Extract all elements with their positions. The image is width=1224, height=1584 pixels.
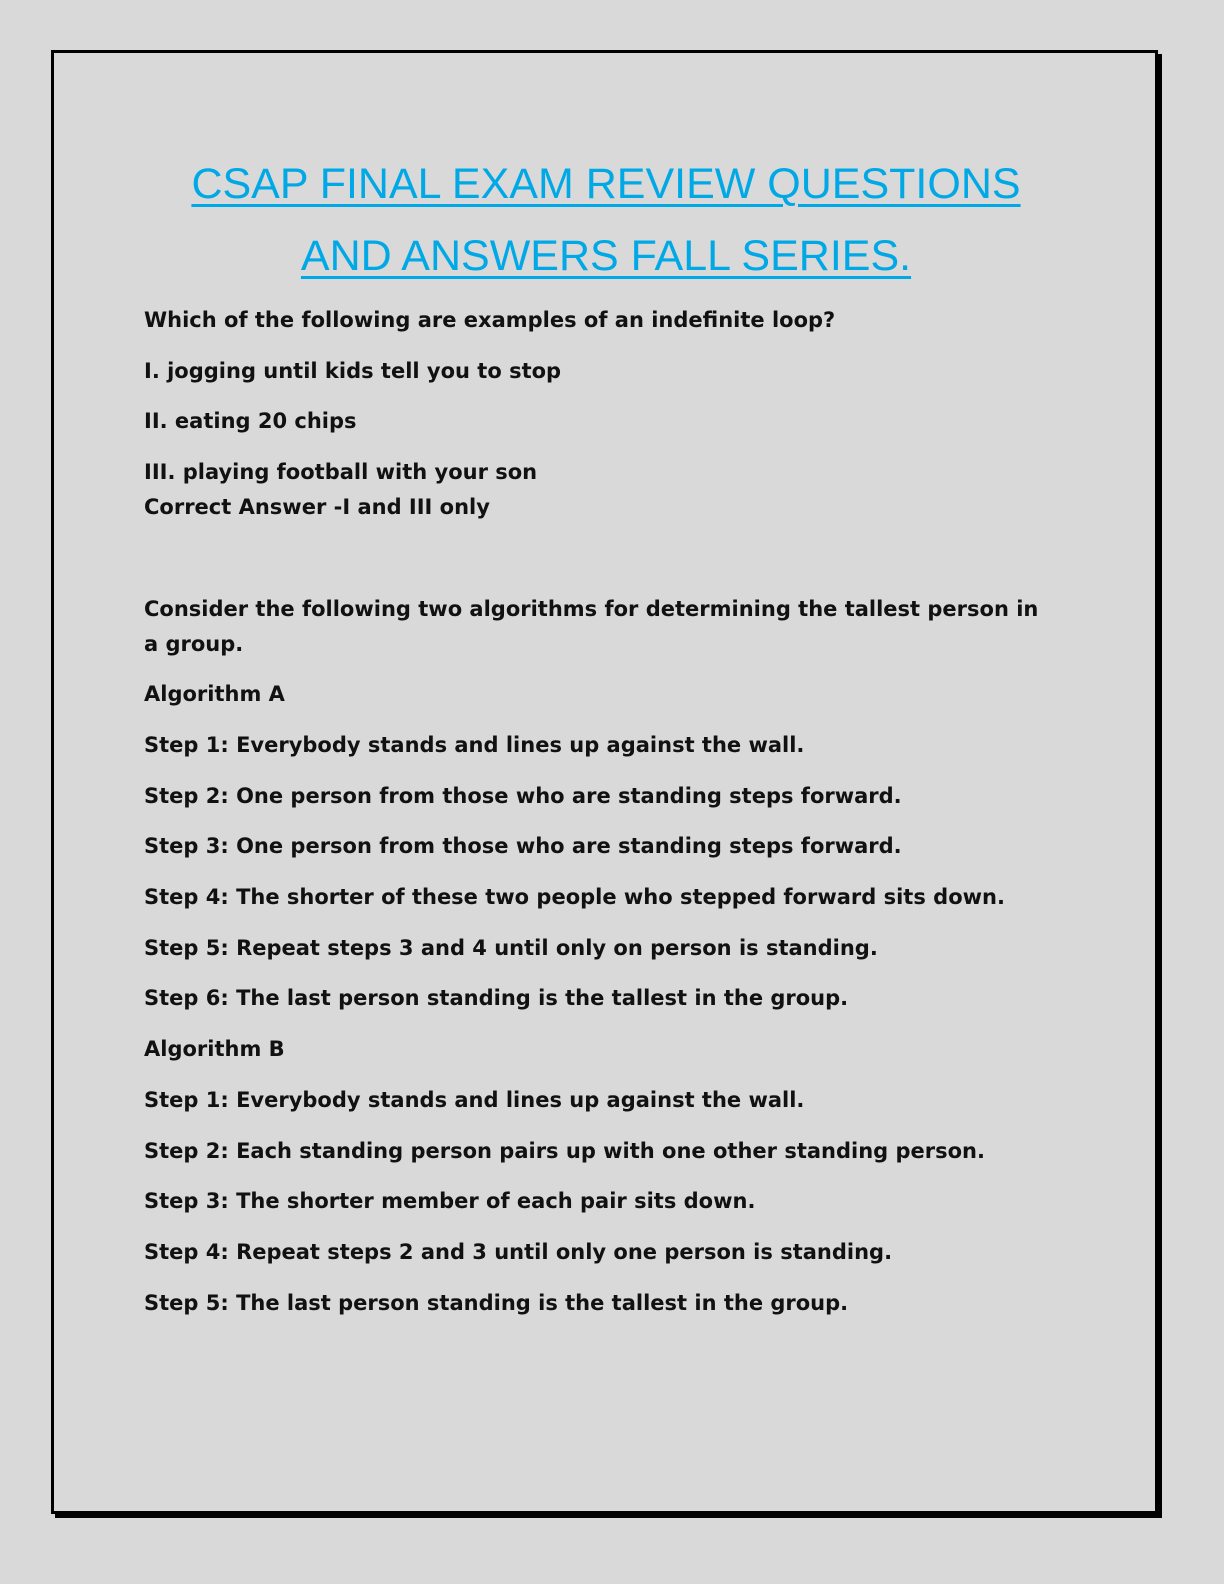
question-1-option-2: II. eating 20 chips bbox=[144, 409, 357, 433]
algorithm-b-step-1: Step 1: Everybody stands and lines up against the wall. bbox=[144, 1088, 805, 1112]
algorithm-b-step-5: Step 5: The last person standing is the tallest in the group. bbox=[144, 1291, 849, 1315]
algorithm-b-step-3: Step 3: The shorter member of each pair sits down. bbox=[144, 1189, 756, 1213]
question-2-prompt-line-1: Consider the following two algorithms for determining the tallest person in bbox=[144, 597, 1039, 621]
title-line-2: AND ANSWERS FALL SERIES. bbox=[300, 232, 912, 280]
question-2-prompt-line-2: a group. bbox=[144, 632, 244, 656]
question-1-option-3: III. playing football with your son bbox=[144, 460, 538, 484]
algorithm-b-step-4: Step 4: Repeat steps 2 and 3 until only one person is standing. bbox=[144, 1240, 893, 1264]
algorithm-a-step-3: Step 3: One person from those who are standing steps forward. bbox=[144, 834, 902, 858]
algorithm-b-heading: Algorithm B bbox=[144, 1037, 285, 1061]
title-line-1: CSAP FINAL EXAM REVIEW QUESTIONS bbox=[191, 160, 1021, 208]
algorithm-a-step-6: Step 6: The last person standing is the tallest in the group. bbox=[144, 986, 849, 1010]
question-1-option-1: I. jogging until kids tell you to stop bbox=[144, 359, 562, 383]
algorithm-a-step-4: Step 4: The shorter of these two people who stepped forward sits down. bbox=[144, 885, 1005, 909]
algorithm-a-step-1: Step 1: Everybody stands and lines up against the wall. bbox=[144, 733, 805, 757]
algorithm-a-step-2: Step 2: One person from those who are standing steps forward. bbox=[144, 784, 902, 808]
question-1-prompt: Which of the following are examples of an indefinite loop? bbox=[144, 308, 836, 332]
question-1-answer: Correct Answer -I and III only bbox=[144, 495, 490, 519]
algorithm-a-step-5: Step 5: Repeat steps 3 and 4 until only on person is standing. bbox=[144, 936, 878, 960]
page-title bbox=[0, 148, 1212, 292]
algorithm-b-step-2: Step 2: Each standing person pairs up with one other standing person. bbox=[144, 1139, 985, 1163]
algorithm-a-heading: Algorithm A bbox=[144, 682, 285, 706]
